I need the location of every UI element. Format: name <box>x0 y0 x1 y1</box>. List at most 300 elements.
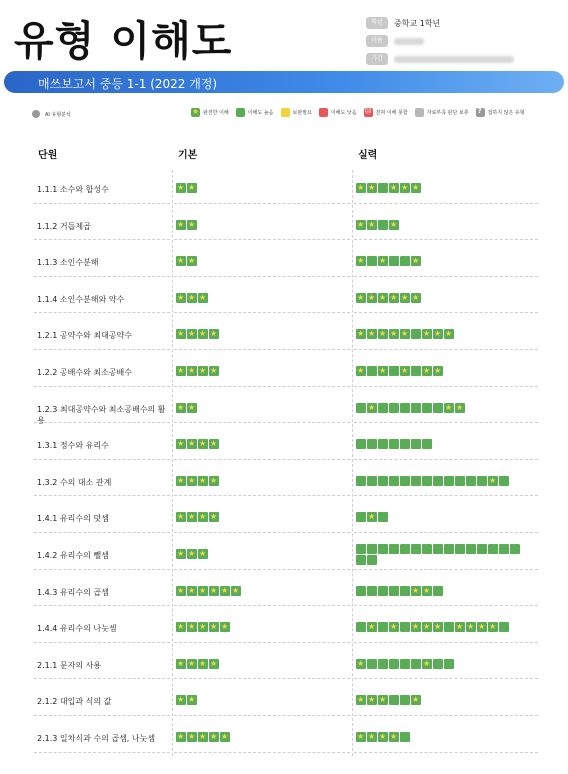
mastered-star-icon <box>367 403 377 413</box>
basic-level-indicators <box>176 512 346 523</box>
legend-items <box>191 108 532 117</box>
unit-name: 2.1.2 대입과 식의 값 <box>37 697 112 707</box>
table-row <box>34 426 540 463</box>
basic-level-indicators <box>176 695 346 706</box>
row-divider <box>354 715 538 716</box>
mastered-star-icon <box>389 293 399 303</box>
mastered-star-icon <box>187 732 197 742</box>
understood-square <box>411 329 421 339</box>
mastered-star-icon <box>455 622 465 632</box>
understood-square <box>433 544 443 554</box>
understood-square <box>411 366 421 376</box>
mastered-star-icon <box>187 403 197 413</box>
mastered-star-icon <box>477 622 487 632</box>
mastered-star-icon <box>389 622 399 632</box>
legend-item <box>236 108 274 117</box>
row-divider <box>354 605 538 606</box>
mastered-star-icon <box>187 256 197 266</box>
mastered-star-icon <box>378 732 388 742</box>
understood-square <box>378 403 388 413</box>
understood-square <box>356 586 366 596</box>
table-row <box>34 316 540 353</box>
basic-level-indicators <box>176 732 346 743</box>
row-divider <box>174 276 350 277</box>
row-divider <box>34 276 170 277</box>
understood-square <box>400 256 410 266</box>
skill-level-indicators <box>356 256 526 267</box>
mastered-star-icon <box>198 659 208 669</box>
understood-square <box>378 622 388 632</box>
mastered-star-icon <box>400 329 410 339</box>
basic-level-indicators <box>176 366 346 377</box>
color-swatch <box>319 108 328 117</box>
understood-square <box>356 544 366 554</box>
row-divider <box>34 569 170 570</box>
legend-ai-label: AI 유형분석 <box>45 111 71 118</box>
row-divider <box>354 532 538 533</box>
understood-square <box>488 544 498 554</box>
mastered-star-icon <box>455 403 465 413</box>
mastered-star-icon <box>176 695 186 705</box>
redacted-period <box>394 56 514 63</box>
row-divider <box>354 495 538 496</box>
unit-name: 1.4.4 유리수의 나눗셈 <box>37 624 117 634</box>
mastered-star-icon <box>176 439 186 449</box>
mastered-star-icon <box>187 659 197 669</box>
understood-square <box>389 366 399 376</box>
row-divider <box>34 752 170 753</box>
row-divider <box>174 349 350 350</box>
header-basic: 기본 <box>178 150 198 161</box>
mastered-star-icon <box>220 586 230 596</box>
basic-level-indicators <box>176 586 346 597</box>
mastered-star-icon <box>220 622 230 632</box>
unit-name: 1.1.4 소인수분해와 약수 <box>37 294 125 304</box>
mastered-star-icon <box>187 439 197 449</box>
mastered-star-icon <box>176 586 186 596</box>
row-divider <box>354 312 538 313</box>
row-divider <box>354 642 538 643</box>
row-divider <box>174 532 350 533</box>
skill-level-indicators <box>356 366 526 377</box>
color-swatch <box>236 108 245 117</box>
understood-square <box>356 476 366 486</box>
legend-label: 접하지 않은 유형 <box>487 110 525 116</box>
row-divider <box>354 752 538 753</box>
mastered-star-icon <box>209 439 219 449</box>
row-divider <box>174 569 350 570</box>
row-divider <box>354 678 538 679</box>
basic-level-indicators <box>176 476 346 487</box>
row-divider <box>174 678 350 679</box>
legend-item <box>191 108 229 117</box>
understood-square <box>367 586 377 596</box>
basic-level-indicators <box>176 220 346 231</box>
mastered-star-icon <box>176 512 186 522</box>
row-divider <box>34 459 170 460</box>
skill-level-indicators <box>356 732 526 743</box>
table-row <box>34 536 540 573</box>
understood-square <box>356 555 366 565</box>
understood-square <box>389 586 399 596</box>
understood-square <box>356 403 366 413</box>
sad-face-icon <box>364 108 373 117</box>
mastered-star-icon <box>209 366 219 376</box>
skill-level-indicators <box>356 183 526 194</box>
mastered-star-icon <box>187 293 197 303</box>
understood-square <box>455 476 465 486</box>
understood-square <box>477 544 487 554</box>
row-divider <box>174 605 350 606</box>
skill-level-indicators <box>356 220 526 231</box>
understood-square <box>389 439 399 449</box>
understood-square <box>356 512 366 522</box>
row-divider <box>174 203 350 204</box>
legend-item <box>476 108 525 117</box>
mastered-star-icon <box>389 329 399 339</box>
unit-name: 1.4.3 유리수의 곱셈 <box>37 587 109 597</box>
legend-label: 보완필요 <box>292 110 312 116</box>
understood-square <box>400 732 410 742</box>
row-divider <box>34 642 170 643</box>
basic-level-indicators <box>176 439 346 450</box>
mastered-star-icon <box>378 366 388 376</box>
mastered-star-icon <box>187 366 197 376</box>
understood-square <box>389 403 399 413</box>
understood-square <box>510 544 520 554</box>
header-unit: 단원 <box>38 150 58 161</box>
basic-level-indicators <box>176 183 346 194</box>
legend-item <box>364 108 408 117</box>
mastered-star-icon <box>198 549 208 559</box>
skill-level-indicators <box>356 695 526 706</box>
mastered-star-icon <box>198 732 208 742</box>
table-row <box>34 170 540 207</box>
mastered-star-icon <box>176 622 186 632</box>
table-row <box>34 682 540 719</box>
understood-square <box>356 622 366 632</box>
mastered-star-icon <box>209 512 219 522</box>
table-row <box>34 646 540 683</box>
table-row <box>34 280 540 317</box>
student-info <box>366 16 556 70</box>
understood-square <box>367 366 377 376</box>
legend-item <box>281 108 312 117</box>
row-divider <box>354 239 538 240</box>
color-swatch <box>415 108 424 117</box>
understood-square <box>400 403 410 413</box>
mastered-star-icon <box>176 549 186 559</box>
understood-square <box>455 544 465 554</box>
understood-square <box>378 439 388 449</box>
mastered-star-icon <box>488 622 498 632</box>
row-divider <box>354 569 538 570</box>
table-row <box>34 207 540 244</box>
table-row <box>34 573 540 610</box>
mastered-star-icon <box>176 659 186 669</box>
info-label: 학년 <box>366 17 388 29</box>
mastered-star-icon <box>378 329 388 339</box>
understood-square <box>378 544 388 554</box>
mastered-star-icon <box>378 256 388 266</box>
info-label: 이름 <box>366 35 388 47</box>
unit-name: 1.3.2 수의 대소 관계 <box>37 477 112 487</box>
legend-ai-analysis <box>32 110 71 118</box>
mastered-star-icon <box>411 183 421 193</box>
understood-square <box>466 544 476 554</box>
row-divider <box>34 203 170 204</box>
basic-level-indicators <box>176 403 346 414</box>
table-row <box>34 463 540 500</box>
course-banner <box>4 71 564 93</box>
row-divider <box>34 349 170 350</box>
mastered-star-icon <box>356 659 366 669</box>
mastered-star-icon <box>367 183 377 193</box>
legend-label: 이해도 낮음 <box>330 110 357 116</box>
understood-square <box>477 476 487 486</box>
mastered-star-icon <box>378 695 388 705</box>
row-divider <box>174 386 350 387</box>
skill-level-indicators <box>356 476 526 487</box>
mastered-star-icon <box>198 586 208 596</box>
row-divider <box>354 422 538 423</box>
row-divider <box>34 386 170 387</box>
mastered-star-icon <box>367 622 377 632</box>
row-divider <box>174 422 350 423</box>
mastered-star-icon <box>176 256 186 266</box>
mastered-star-icon <box>367 695 377 705</box>
mastered-star-icon <box>187 220 197 230</box>
mastered-star-icon <box>176 183 186 193</box>
unit-table <box>34 170 540 756</box>
understood-square <box>422 544 432 554</box>
row-divider <box>174 239 350 240</box>
mastered-star-icon <box>488 476 498 486</box>
legend-label: 이해도 높음 <box>247 110 274 116</box>
understood-square <box>433 403 443 413</box>
unit-name: 1.2.1 공약수와 최대공약수 <box>37 331 132 341</box>
mastered-star-icon <box>466 622 476 632</box>
table-row <box>34 353 540 390</box>
basic-level-indicators <box>176 549 346 560</box>
understood-square <box>400 695 410 705</box>
mastered-star-icon <box>389 732 399 742</box>
mastered-star-icon <box>400 183 410 193</box>
redacted-name <box>394 38 424 45</box>
unit-name: 1.2.2 공배수와 최소공배수 <box>37 367 132 377</box>
mastered-star-icon <box>231 586 241 596</box>
understood-square <box>411 544 421 554</box>
mastered-star-icon <box>400 293 410 303</box>
mastered-star-icon <box>176 732 186 742</box>
unit-name: 1.2.3 최대공약수와 최소공배수의 활용 <box>37 404 166 425</box>
mastered-star-icon <box>187 512 197 522</box>
mastered-star-icon <box>187 476 197 486</box>
mastered-star-icon <box>444 329 454 339</box>
mastered-star-icon <box>198 293 208 303</box>
mastered-star-icon <box>422 622 432 632</box>
mastered-star-icon <box>367 329 377 339</box>
row-divider <box>34 422 170 423</box>
basic-level-indicators <box>176 256 346 267</box>
mastered-star-icon <box>400 366 410 376</box>
skill-level-indicators <box>356 659 526 670</box>
row-divider <box>354 386 538 387</box>
understood-square <box>499 544 509 554</box>
row-divider <box>174 495 350 496</box>
mastered-star-icon <box>433 366 443 376</box>
understood-square <box>367 555 377 565</box>
mastered-star-icon <box>433 329 443 339</box>
unit-name: 1.3.1 정수와 유리수 <box>37 441 109 451</box>
mastered-star-icon <box>411 256 421 266</box>
mastered-star-icon <box>187 695 197 705</box>
understood-square <box>422 403 432 413</box>
mastered-star-icon <box>356 732 366 742</box>
mastered-star-icon <box>356 256 366 266</box>
mastered-star-icon <box>378 293 388 303</box>
mastered-star-icon <box>187 329 197 339</box>
row-divider <box>34 312 170 313</box>
understood-square <box>400 586 410 596</box>
mastered-star-icon <box>209 659 219 669</box>
info-value-grade: 중학교 1학년 <box>394 18 441 28</box>
understood-square <box>378 220 388 230</box>
mastered-star-icon <box>198 329 208 339</box>
table-row <box>34 609 540 646</box>
row-divider <box>354 203 538 204</box>
mastered-star-icon <box>411 293 421 303</box>
understood-square <box>356 439 366 449</box>
unit-name: 1.1.3 소인수분해 <box>37 258 99 268</box>
skill-level-indicators <box>356 439 526 450</box>
unit-name: 1.4.1 유리수의 덧셈 <box>37 514 109 524</box>
understood-square <box>411 659 421 669</box>
row-divider <box>34 715 170 716</box>
mastered-star-icon <box>389 220 399 230</box>
skill-level-indicators <box>356 403 526 414</box>
mastered-star-icon <box>209 476 219 486</box>
understood-square <box>499 476 509 486</box>
banner-title: 매쓰보고서 중등 1-1 (2022 개정) <box>38 77 218 91</box>
mastered-star-icon <box>198 512 208 522</box>
understood-square <box>400 544 410 554</box>
unit-name: 2.1.1 문자의 사용 <box>37 660 102 670</box>
understood-square <box>367 544 377 554</box>
unit-name: 1.1.2 거듭제곱 <box>37 221 91 231</box>
mastered-star-icon <box>198 366 208 376</box>
basic-level-indicators <box>176 622 346 633</box>
mastered-star-icon <box>367 293 377 303</box>
skill-level-indicators <box>356 329 526 340</box>
mastered-star-icon <box>176 366 186 376</box>
mastered-star-icon <box>209 732 219 742</box>
understood-square <box>433 476 443 486</box>
mastered-star-icon <box>367 512 377 522</box>
info-row-period <box>366 52 556 66</box>
understood-square <box>433 586 443 596</box>
unit-name: 1.1.1 소수와 합성수 <box>37 185 109 194</box>
table-row <box>34 390 540 427</box>
mastered-star-icon <box>187 586 197 596</box>
mastered-star-icon <box>209 622 219 632</box>
understood-square <box>389 544 399 554</box>
understood-square <box>422 476 432 486</box>
table-row <box>34 243 540 280</box>
info-row-grade <box>366 16 556 30</box>
mastered-star-icon <box>356 695 366 705</box>
basic-level-indicators <box>176 659 346 670</box>
row-divider <box>354 349 538 350</box>
mastered-star-icon <box>176 220 186 230</box>
mastered-star-icon <box>198 476 208 486</box>
mastered-star-icon <box>367 732 377 742</box>
understood-square <box>378 183 388 193</box>
mastered-star-icon <box>422 659 432 669</box>
understood-square <box>466 476 476 486</box>
mastered-star-icon <box>220 732 230 742</box>
legend-label: 전혀 이해 못함 <box>375 110 408 116</box>
understood-square <box>433 659 443 669</box>
question-icon <box>476 108 485 117</box>
mastered-star-icon <box>356 183 366 193</box>
mastered-star-icon <box>444 403 454 413</box>
mastered-star-icon <box>356 293 366 303</box>
mastered-star-icon <box>433 622 443 632</box>
mastered-star-icon <box>176 476 186 486</box>
understood-square <box>367 439 377 449</box>
table-row <box>34 499 540 536</box>
understood-square <box>444 544 454 554</box>
understood-square <box>378 476 388 486</box>
unit-name: 2.1.3 일차식과 수의 곱셈, 나눗셈 <box>37 733 156 743</box>
mastered-star-icon <box>176 329 186 339</box>
understood-square <box>367 476 377 486</box>
understood-square <box>400 439 410 449</box>
row-divider <box>174 715 350 716</box>
mastered-star-icon <box>198 439 208 449</box>
mastered-star-icon <box>411 586 421 596</box>
mastered-star-icon <box>187 183 197 193</box>
star-icon <box>191 108 200 117</box>
mastered-star-icon <box>422 586 432 596</box>
table-row <box>34 719 540 756</box>
mastered-star-icon <box>356 220 366 230</box>
mastered-star-icon <box>367 220 377 230</box>
mastered-star-icon <box>389 183 399 193</box>
understood-square <box>389 476 399 486</box>
understood-square <box>378 512 388 522</box>
mastered-star-icon <box>422 329 432 339</box>
skill-level-indicators <box>356 622 526 633</box>
row-divider <box>174 752 350 753</box>
understood-square <box>411 403 421 413</box>
mastered-star-icon <box>187 622 197 632</box>
unit-name: 1.4.2 유리수의 뺄셈 <box>37 550 109 560</box>
understood-square <box>499 622 509 632</box>
understood-square <box>378 659 388 669</box>
understood-square <box>389 695 399 705</box>
row-divider <box>34 678 170 679</box>
mastered-star-icon <box>411 695 421 705</box>
mastered-star-icon <box>187 549 197 559</box>
mastered-star-icon <box>356 329 366 339</box>
skill-level-indicators <box>356 586 526 597</box>
header-skill: 실력 <box>358 150 378 161</box>
legend-item <box>415 108 469 117</box>
page-title: 유형 이해도 <box>14 17 233 65</box>
understood-square <box>367 659 377 669</box>
